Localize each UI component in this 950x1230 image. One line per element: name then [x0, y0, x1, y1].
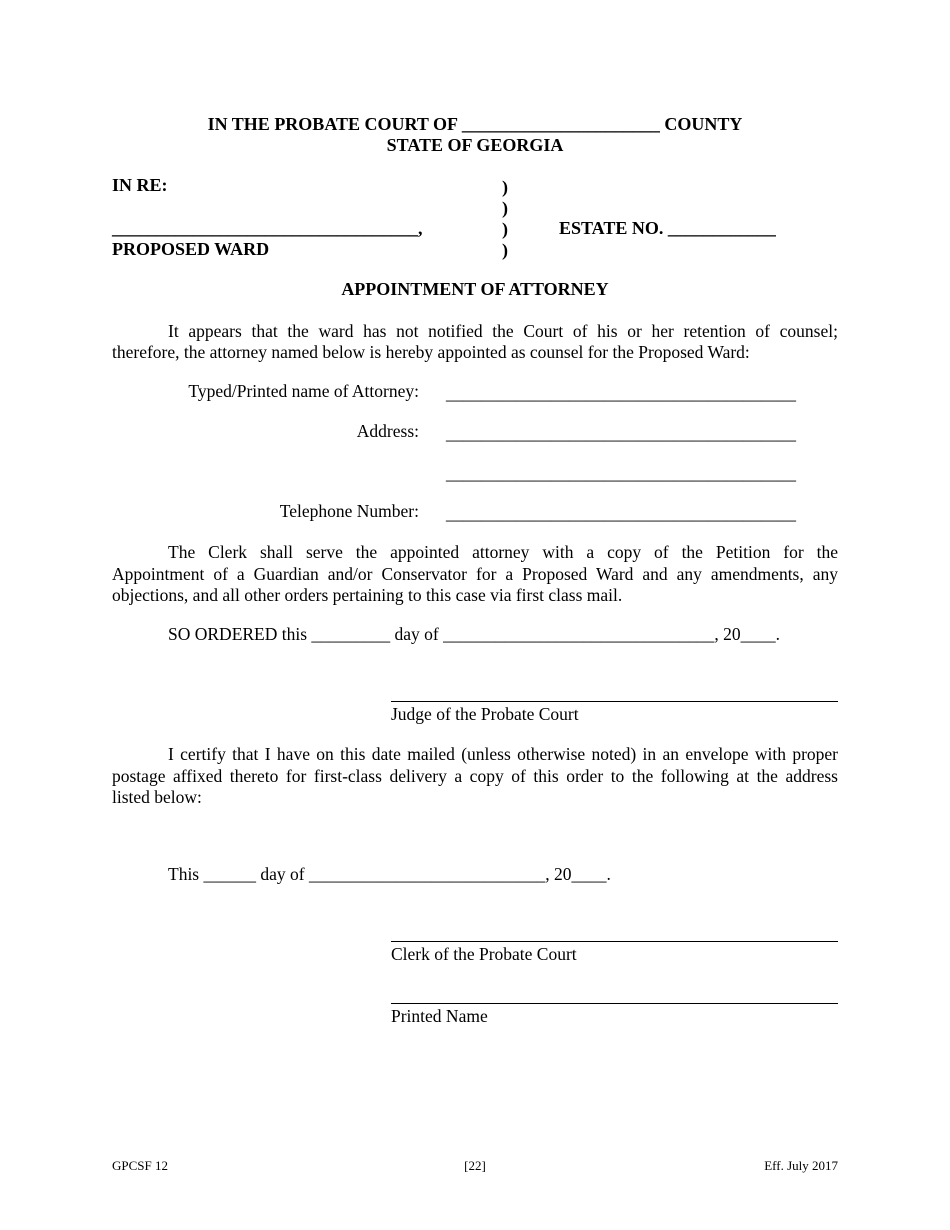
printed-name-label: Printed Name	[391, 1006, 488, 1026]
address-label: Address:	[356, 421, 419, 441]
paragraph-1-line-2: therefore, the attorney named below is hereby appointed as counsel for the Proposed Ward:	[112, 342, 750, 362]
estate-number: ESTATE NO. ____________	[559, 218, 776, 238]
caption-paren: )	[502, 177, 508, 197]
state-heading: STATE OF GEORGIA	[386, 135, 564, 155]
clerk-signature-line	[391, 941, 838, 942]
footer-effective-date: Eff. July 2017	[764, 1158, 838, 1173]
paragraph-3-line-2: postage affixed thereto for first-class delivery a copy of this order to the following at the address	[112, 766, 838, 786]
paragraph-3-line-3: listed below:	[112, 787, 202, 807]
address-blank: ________________________________________	[446, 423, 796, 443]
telephone-label: Telephone Number:	[279, 501, 419, 521]
attorney-name-blank: ________________________________________	[446, 383, 796, 403]
in-re-label: IN RE:	[112, 175, 168, 195]
paragraph-3-line-1: I certify that I have on this date mailed (unless otherwise noted) in an envelope with proper	[168, 744, 838, 764]
caption-paren: )	[502, 219, 508, 239]
so-ordered-line: SO ORDERED this _________ day of _______________________________, 20____.	[168, 624, 781, 644]
paragraph-1-line-1: It appears that the ward has not notified the Court of his or her retention of counsel;	[168, 321, 838, 341]
paragraph-2-line-2: Appointment of a Guardian and/or Conservator for a Proposed Ward and any amendments, any	[112, 564, 838, 584]
caption-paren: )	[502, 198, 508, 218]
this-day-line: This ______ day of ___________________________, 20____.	[168, 864, 611, 884]
address-blank-2: ________________________________________	[446, 463, 796, 483]
court-heading: IN THE PROBATE COURT OF ______________________ COUNTY	[207, 114, 743, 134]
judge-signature-label: Judge of the Probate Court	[391, 704, 579, 724]
printed-name-line	[391, 1003, 838, 1004]
paragraph-2-line-3: objections, and all other orders pertaining to this case via first class mail.	[112, 585, 623, 605]
clerk-signature-label: Clerk of the Probate Court	[391, 944, 577, 964]
judge-signature-line	[391, 701, 838, 702]
proposed-ward-label: PROPOSED WARD	[112, 239, 270, 259]
document-title: APPOINTMENT OF ATTORNEY	[341, 279, 609, 299]
footer-form-id: GPCSF 12	[112, 1158, 168, 1173]
ward-name-blank: __________________________________,	[112, 218, 423, 238]
caption-paren: )	[502, 240, 508, 260]
footer-page-number: [22]	[464, 1158, 486, 1173]
paragraph-2-line-1: The Clerk shall serve the appointed attorney with a copy of the Petition for the	[168, 542, 838, 562]
telephone-blank: ________________________________________	[446, 503, 796, 523]
attorney-name-label: Typed/Printed name of Attorney:	[188, 381, 419, 401]
